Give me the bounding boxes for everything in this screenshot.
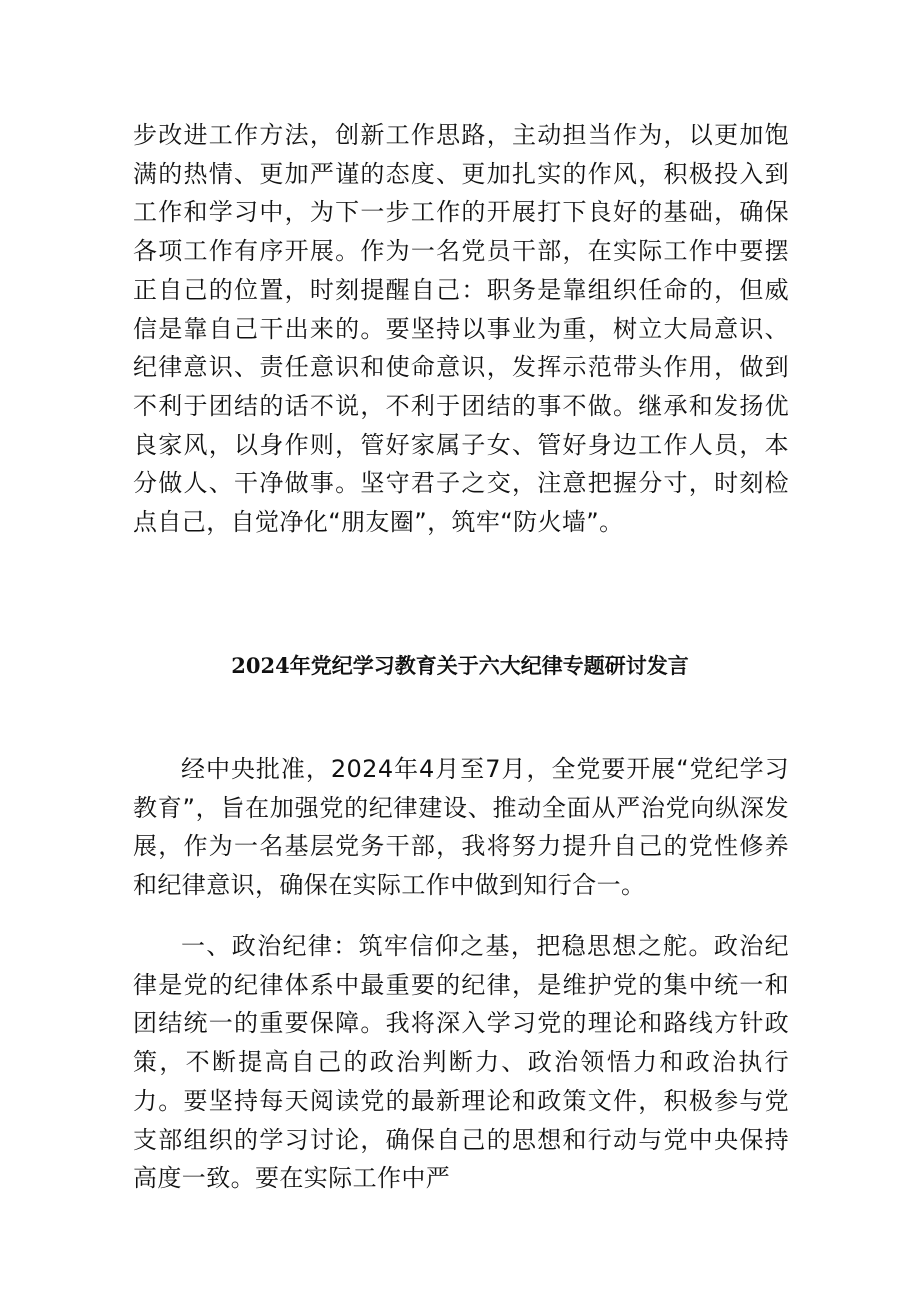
intro-paragraph: 经中央批准，2024年4月至7月，全党要开展“党纪学习教育”，旨在加强党的纪律建设、推动全面从严治党向纵深发展，作为一名基层党务干部，我将努力提升自己的党性修养和纪律意识，确保在实际工作中做到知行合一。 [133, 755, 789, 900]
point-one-paragraph: 一、政治纪律：筑牢信仰之基，把稳思想之舵。政治纪律是党的纪律体系中最重要的纪律，是维护党的集中统一和团结统一的重要保障。我将深入学习党的理论和路线方针政策，不断提高自己的政治判断力、政治领悟力和政治执行力。要坚持每天阅读党的最新理论和政策文件，积极参与党支部组织的学习讨论，确保自己的思想和行动与党中央保持高度一致。要在实际工作中严 [133, 932, 789, 1193]
continuation-paragraph: 步改进工作方法，创新工作思路，主动担当作为，以更加饱满的热情、更加严谨的态度、更加扎实的作风，积极投入到工作和学习中，为下一步工作的开展打下良好的基础，确保各项工作有序开展。作为一名党员干部，在实际工作中要摆正自己的位置，时刻提醒自己：职务是靠组织任命的，但威信是靠自己干出来的。要坚持以事业为重，树立大局意识、纪律意识、责任意识和使命意识，发挥示范带头作用，做到不利于团结的话不说，不利于团结的事不做。继承和发扬优良家风，以身作则，管好家属子女、管好身边工作人员，本分做人、干净做事。坚守君子之交，注意把握分寸，时刻检点自己，自觉净化“朋友圈”，筑牢“防火墙”。 [133, 121, 789, 537]
section-title: 2024年党纪学习教育关于六大纪律专题研讨发言 [231, 653, 689, 678]
